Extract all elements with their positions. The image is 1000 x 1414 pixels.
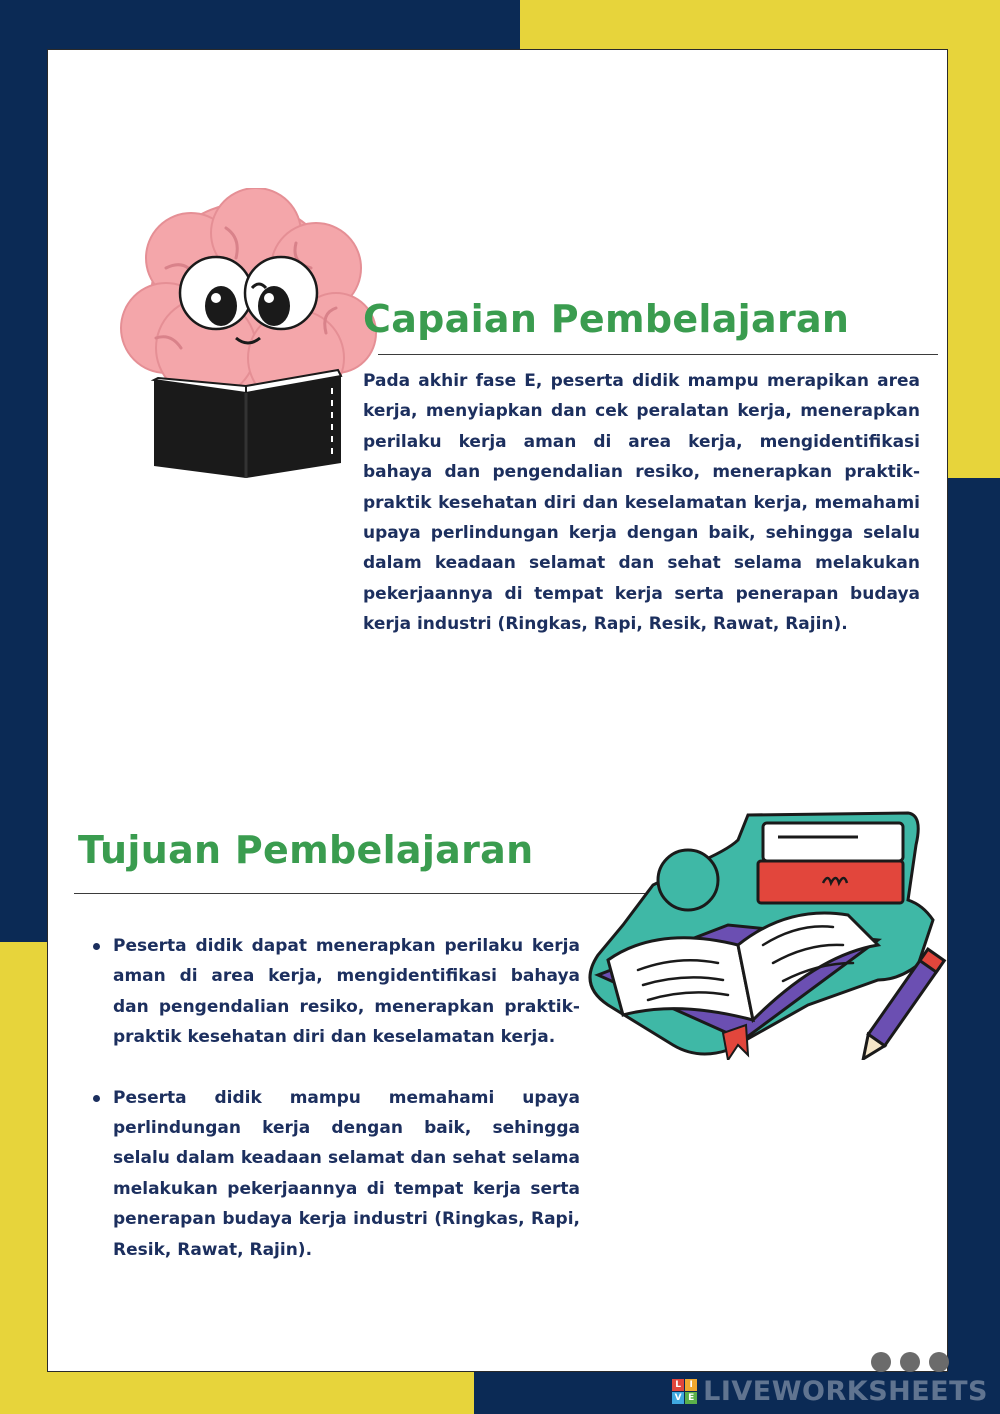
liveworksheets-logo: L I V E (672, 1379, 697, 1404)
book-stack (758, 823, 903, 903)
list-item-text: Peserta didik mampu memahami upaya perlindungan kerja dengan baik, sehingga selalu dalam keadaan selamat dan sehat selama melakukan pekerjaannya di tempat kerja serta penerapan budaya kerja industri (Ringkas, Rapi, Resik, Rawat, Rajin). (113, 1087, 580, 1260)
list-item (113, 931, 580, 1053)
books-and-pencil-icon (578, 805, 948, 1060)
brain-reading-book-icon (96, 188, 396, 488)
liveworksheets-watermark (672, 1376, 988, 1406)
capaian-paragraph: Pada akhir fase E, peserta didik mampu merapikan area kerja, menyiapkan dan cek peralatan kerja, menerapkan perilaku kerja aman di area kerja, mengidentifikasi bahaya dan pengendalian resiko, menerapkan praktik-praktik kesehatan diri dan keselamatan kerja, memahami upaya perlindungan kerja dengan baik, sehingga selalu dalam keadaan selamat dan sehat selama melakukan pekerjaannya di tempat kerja serta penerapan budaya kerja industri (Ringkas, Rapi, Resik, Rawat, Rajin). (363, 371, 920, 635)
tujuan-list (113, 931, 580, 1295)
book-shape (154, 370, 341, 478)
list-item (113, 1083, 580, 1265)
tujuan-title: Tujuan Pembelajaran (78, 828, 534, 872)
watermark-text: LIVEWORKSHEETS (703, 1375, 988, 1407)
bullet-dot (93, 943, 100, 950)
bullet-dot (93, 1095, 100, 1102)
capaian-divider (378, 354, 938, 355)
worksheet-page (47, 49, 948, 1372)
capaian-title: Capaian Pembelajaran (363, 297, 850, 341)
list-item-text: Peserta didik dapat menerapkan perilaku kerja aman di area kerja, mengidentifikasi bahaya dan pengendalian resiko, menerapkan praktik-praktik kesehatan diri dan keselamatan kerja. (113, 936, 580, 1048)
